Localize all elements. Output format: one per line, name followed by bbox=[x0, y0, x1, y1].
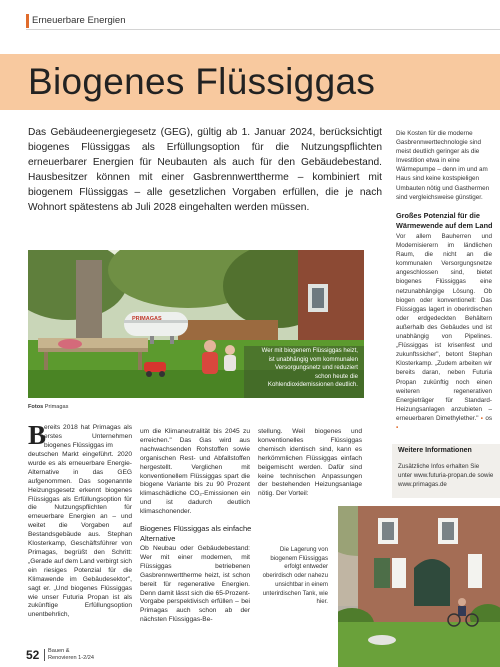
photo-credit-label: Fotos bbox=[28, 404, 44, 410]
magazine-name: Bauen & bbox=[48, 648, 70, 654]
article-col3-text: stellung. Weil biogenes und konventionelles Flüssiggas chemisch identisch sind, kann es herkömmlichen Flüssiggas einfach beigemischt werden. Dafür sind keine technischen Anpassungen der bestehenden Heizungsanlage nötig. Der Vorteil: bbox=[258, 428, 362, 498]
page-title: Biogenes Flüssiggas bbox=[28, 61, 376, 102]
end-mark: ▪ bbox=[396, 423, 399, 431]
drop-cap: B bbox=[28, 420, 47, 450]
right-column-body bbox=[396, 232, 492, 431]
info-box-text: Zusätzliche Infos erhalten Sie unter www.futuria-propan.de sowie www.primagas.de bbox=[398, 463, 494, 489]
article-col1-opening: ereits 2018 hat Primagas als erstes Unternehmen biogenes Flüssiggas im bbox=[44, 424, 132, 449]
author-signature: os bbox=[485, 414, 492, 422]
section-rule bbox=[26, 29, 500, 30]
house-photo bbox=[338, 506, 500, 667]
end-mark: ▪ bbox=[480, 414, 484, 422]
lead-paragraph: Das Gebäudeenergiegesetz (GEG), gültig ab 1. Januar 2024, berücksichtigt biogenes Flüssiggas als Erfüllungsoption für die Nutzungspflichten erneuerbarer Energien für Neubauten als auch für den Gebäudebestand. Hausbesitzer können mit einer Gasbrennwerttherme – kombiniert mit biogenem Flüssiggas – alle gesetzlichen Vorgaben erfüllen, die je nach Wohnort spätestens ab Juli 2028 eingehalten werden müssen. bbox=[28, 127, 382, 213]
right-column-intro: Die Kosten für die moderne Gasbrennwerttechnologie sind meist deutlich geringer als die Investition etwa in eine Wärmepumpe – denn im und am Haus sind keine kostspieligen Umbauten nötig und Gasthermen sind vergleichsweise günstiger. bbox=[396, 130, 490, 201]
photo1-caption: Wer mit biogenem Flüssiggas heizt, ist unabhängig vom kommunalen Versorgungsnetz und reduziert schon heute die Kohlendioxidemissionen deutlich. bbox=[261, 347, 358, 389]
page-number: 52 bbox=[26, 648, 40, 662]
house-scene-illustration bbox=[338, 506, 500, 667]
right-column-heading: Großes Potenzial für die Wärmewende auf dem Land bbox=[396, 211, 493, 230]
section-marker bbox=[26, 14, 29, 28]
photo-credit bbox=[28, 404, 68, 410]
info-box-title: Weitere Informationen bbox=[398, 447, 472, 454]
article-col2-text: um die Klimaneutralität bis 2045 zu erreichen." Das Gas wird aus nachwachsenden Rohstoffen sowie organischen Rest- und Abfallstoffen hergestellt. Verglichen mit konventionellem Flüssiggas spart die biogene Variante bis zu 90 Prozent klimaschädliche CO₂-Emissionen ein und ist dadurch deutlich klimaschonender. bbox=[140, 428, 250, 516]
article-subheading: Biogenes Flüssiggas als einfache Alternative bbox=[140, 524, 252, 543]
magazine-issue: Renovieren 1-2/24 bbox=[48, 655, 95, 661]
photo2-caption: Die Lagerung von biogenem Flüssiggas erfolgt entweder oberirdisch oder nahezu unsichtbar in einem unterirdischen Tank, wie hier. bbox=[262, 546, 328, 606]
article-col2-continued: Ob Neubau oder Gebäudebestand: Wer mit einer modernen, mit Flüssiggas betriebenen Gasbrennwerttherme heizt, ist schon bereit für regenerative Energien. Denn damit lässt sich die 65-Prozent-Vorgabe perspektivisch erfüllen – bei Primagas auch schon ab der nächsten Flüssiggas-Be- bbox=[140, 545, 250, 624]
article-col1-text: deutschen Markt eingeführt. 2020 wurde es als erneuerbare Energie-Alternative in das GEG aufgenommen. Das sogenannte Heizungsgesetz erkennt biogenes Flüssiggas als Erfüllungsoption für die Nutzungspflichten für erneuerbare Energien an – und weitet die Vorgaben auf Bestandsgebäude aus. Stephan Klosterkamp, Geschäftsführer von Primagas, begrüßt den Schritt: „Gerade auf dem Land verbirgt sich ein riesiges Potenzial für die Klimawende im Gebäudesektor", sagt er. „Und biogenes Flüssiggas wie unser Futuria Propan ist als zukünftige Erfüllungsoption unentbehrlich, bbox=[28, 451, 132, 619]
footer-separator bbox=[44, 649, 45, 661]
tank-label: PRIMAGAS bbox=[132, 316, 162, 322]
right-column-text: Vor allem Bauherren und Modernisierern im ländlichen Raum, die nicht an die kommunalen Versorgungsnetze angeschlossen sind, bietet biogenes Flüssiggas eine netzunabhängige Lösung. Ob biogen oder konventionell: Das Flüssiggas lagert in oberirdischen oder erdgedeckten Behältern außerhalb des Gebäudes und ist unabhängig von Pipelines. „Flüssiggas ist krisenfest und zukunftssicher", betont Stephan Klosterkamp. „Zudem arbeiten wir bereits daran, neben Futuria Propan zukünftig noch einen weiteren regenerativen Energieträger für Standard-Heizungsanlagen anzubieten – erneuerbaren Dimethylether." bbox=[396, 233, 492, 422]
photo-credit-value: Primagas bbox=[44, 404, 69, 410]
section-label: Erneuerbare Energien bbox=[32, 15, 126, 26]
